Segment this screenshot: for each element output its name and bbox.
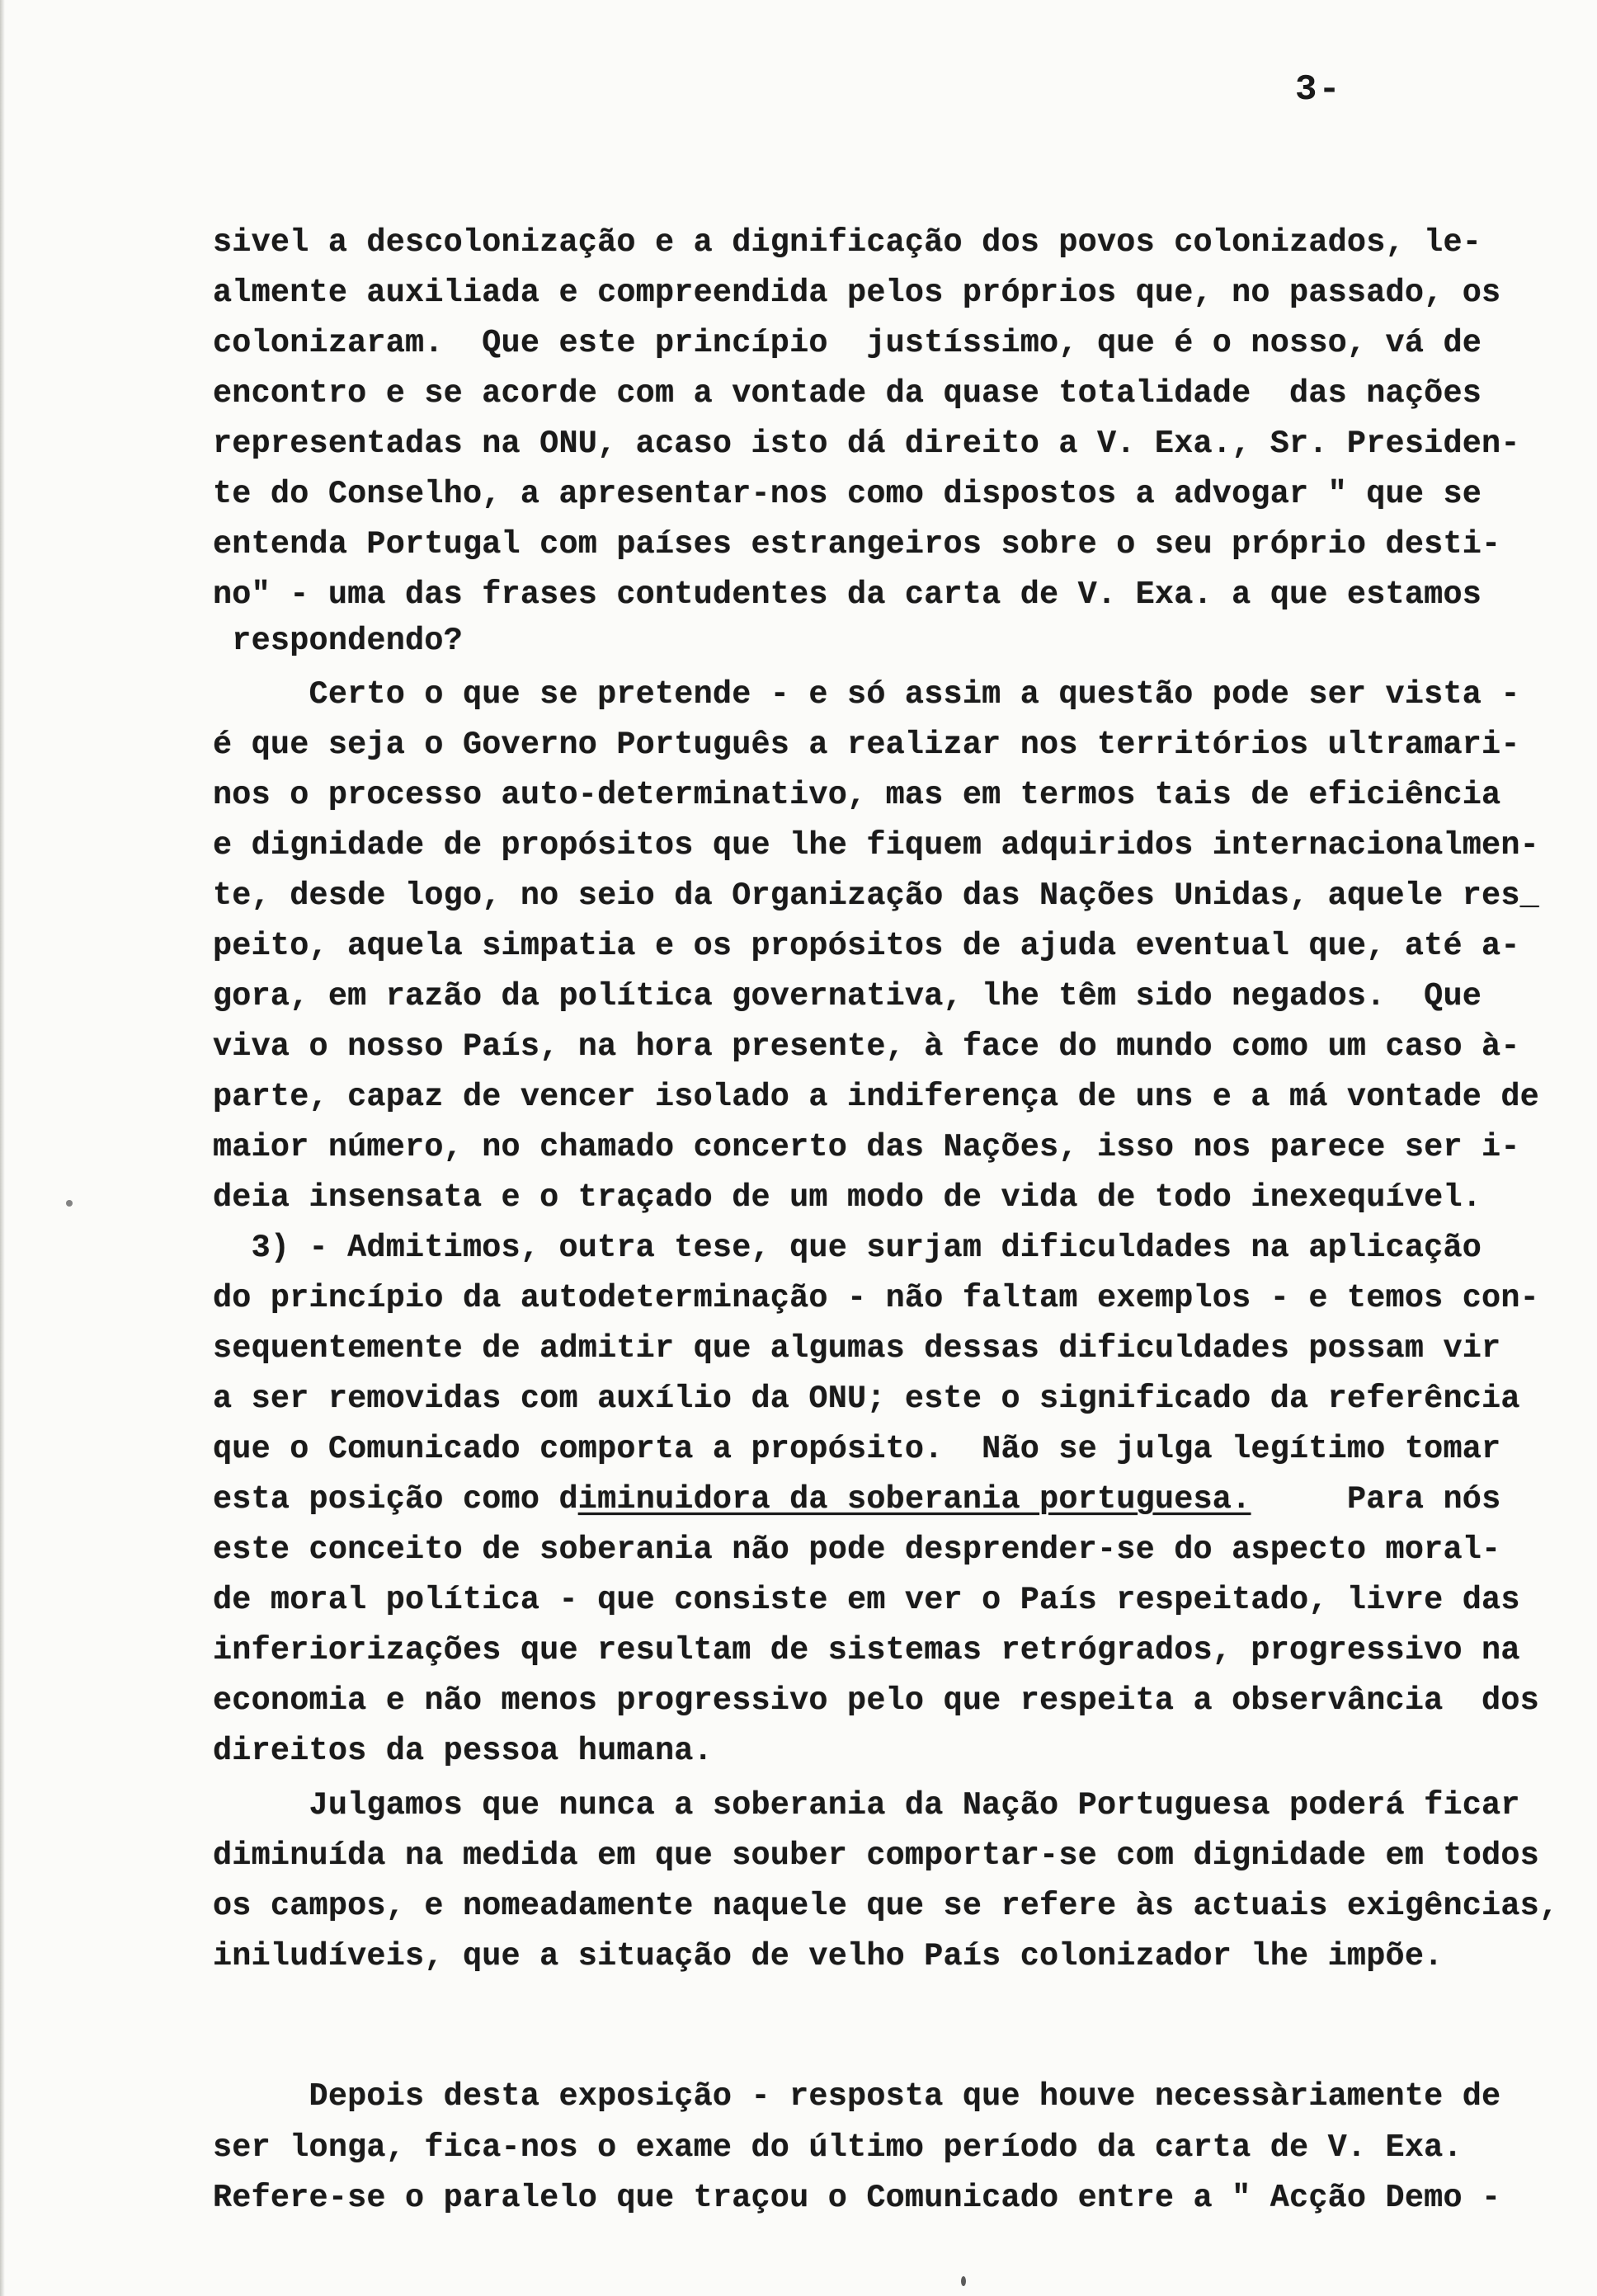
ink-speck [66,1200,73,1207]
ink-speck [961,2276,966,2286]
text-line: almente auxiliada e compreendida pelos próprios que, no passado, os [213,275,1501,311]
underlined-phrase: iminuidora da soberania portuguesa. [577,1481,1251,1517]
text-line: encontro e se acorde com a vontade da quase totalidade das nações [213,375,1482,412]
text-line: colonizaram. Que este princípio justíssimo, que é o nosso, vá de [213,325,1482,361]
text-line: ser longa, fica-nos o exame do último período da carta de V. Exa. [213,2129,1463,2166]
text-line: maior número, no chamado concerto das Nações, isso nos parece ser i- [213,1129,1520,1165]
text-line: a ser removidas com auxílio da ONU; este o significado da referência [213,1381,1520,1417]
text-line: e dignidade de propósitos que lhe fiquem adquiridos internacionalmen- [213,827,1539,863]
text-line: direitos da pessoa humana. [213,1733,713,1769]
page-number: 3- [1295,69,1342,111]
text-line: parte, capaz de vencer isolado a indiferença de uns e a má vontade de [213,1079,1539,1115]
text-line: viva o nosso País, na hora presente, à face do mundo como um caso à- [213,1028,1520,1065]
text-line: representadas na ONU, acaso isto dá direito a V. Exa., Sr. Presiden- [213,426,1520,462]
text-line: gora, em razão da política governativa, lhe têm sido negados. Que [213,978,1482,1014]
text-line: sivel a descolonização e a dignificação dos povos colonizados, le- [213,224,1482,261]
text-line: os campos, e nomeadamente naquele que se refere às actuais exigências, [213,1888,1559,1924]
text-line-with-underline [213,1480,1500,1519]
text-line: sequentemente de admitir que algumas dessas dificuldades possam vir [213,1330,1501,1367]
text-line: este conceito de soberania não pode desprender-se do aspecto moral- [213,1531,1501,1568]
text-line: nos o processo auto-determinativo, mas em termos tais de eficiência [213,777,1501,813]
text-line: de moral política - que consiste em ver o País respeitado, livre das [213,1582,1520,1618]
text-line-end: Para nós [1251,1481,1501,1517]
text-line: peito, aquela simpatia e os propósitos de ajuda eventual que, até a- [213,928,1520,964]
text-line: 3) - Admitimos, outra tese, que surjam dificuldades na aplicação [213,1230,1482,1266]
text-line: Julgamos que nunca a soberania da Nação Portuguesa poderá ficar [213,1787,1520,1823]
text-line: iniludíveis, que a situação de velho País colonizador lhe impõe. [213,1938,1444,1974]
text-line: no" - uma das frases contudentes da carta de V. Exa. a que estamos [213,576,1482,613]
text-line: que o Comunicado comporta a propósito. Não se julga legítimo tomar [213,1431,1501,1467]
text-line: te do Conselho, a apresentar-nos como dispostos a advogar " que se [213,476,1482,512]
text-line: deia insensata e o traçado de um modo de vida de todo inexequível. [213,1179,1482,1216]
text-line: Depois desta exposição - resposta que houve necessàriamente de [213,2078,1501,2115]
scan-edge-shadow [0,0,5,2296]
text-line: é que seja o Governo Português a realizar nos territórios ultramari- [213,727,1520,763]
text-line: diminuída na medida em que souber comportar-se com dignidade em todos [213,1837,1539,1874]
text-line: economia e não menos progressivo pelo que respeita a observância dos [213,1682,1539,1719]
text-line: te, desde logo, no seio da Organização das Nações Unidas, aquele res_ [213,877,1539,914]
text-line: inferiorizações que resultam de sistemas retrógrados, progressivo na [213,1632,1520,1668]
text-line: respondendo? [213,623,463,659]
text-line: entenda Portugal com países estrangeiros sobre o seu próprio desti- [213,526,1501,562]
text-line: Certo o que se pretende - e só assim a questão pode ser vista - [213,676,1520,713]
text-line: do princípio da autodeterminação - não faltam exemplos - e temos con- [213,1280,1539,1316]
text-line: Refere-se o paralelo que traçou o Comunicado entre a " Acção Demo - [213,2180,1501,2216]
text-line-start: esta posição como d [213,1481,578,1517]
